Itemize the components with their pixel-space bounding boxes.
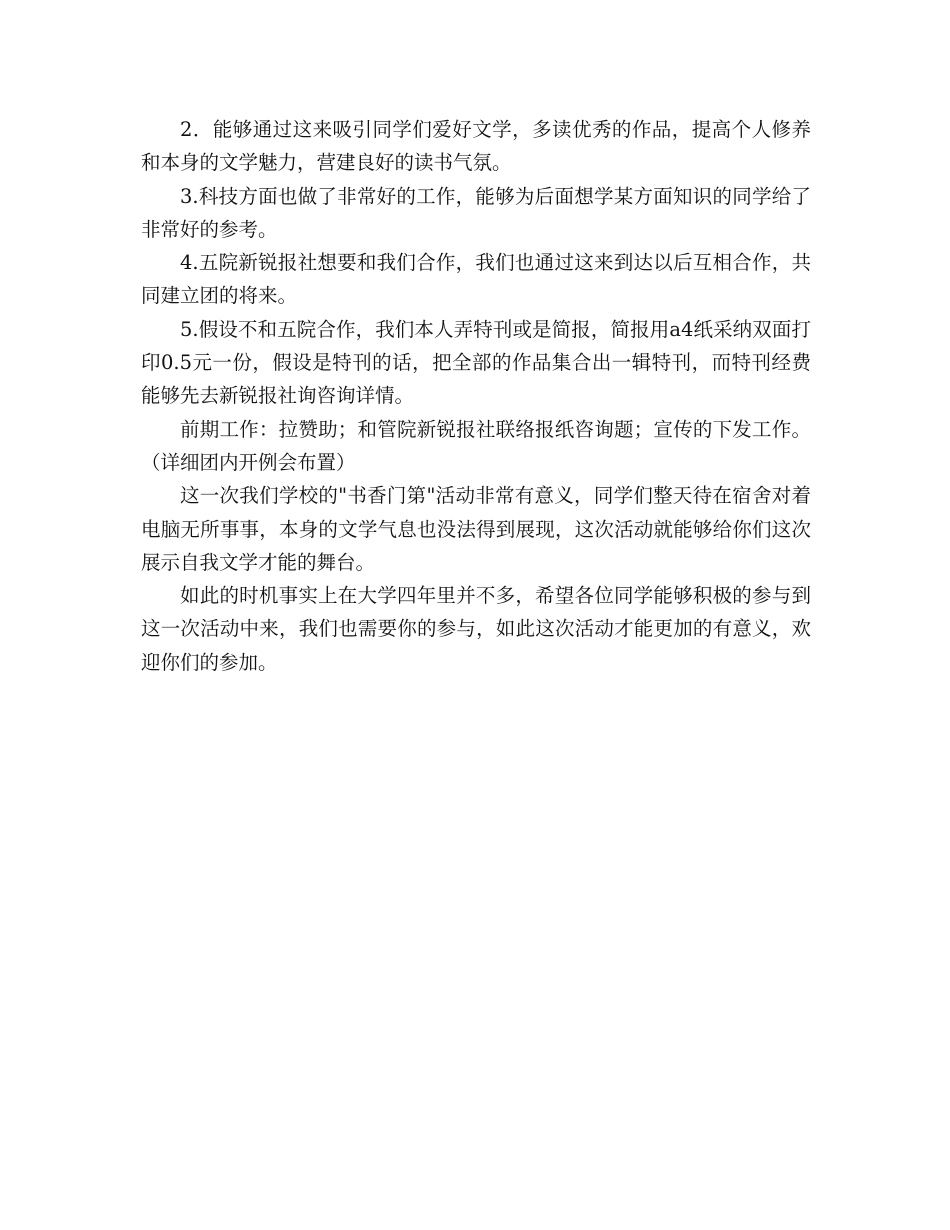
paragraph-point-5: 5.假设不和五院合作，我们本人弄特刊或是简报，简报用a4纸采纳双面打印0.5元一份，假设是特刊的话，把全部的作品集合出一辑特刊，而特刊经费能够先去新锐报社询咨询详情。: [141, 317, 811, 408]
document-body: [141, 113, 811, 679]
paragraph-point-2: 2．能够通过这来吸引同学们爱好文学，多读优秀的作品，提高个人修养和本身的文学魅力，营建良好的读书气氛。: [141, 118, 811, 175]
paragraph-preliminary-work: 前期工作：拉赞助；和管院新锐报社联络报纸咨询题；宣传的下发工作。（详细团内开例会布置）: [141, 417, 811, 474]
paragraph-point-3: 3.科技方面也做了非常好的工作，能够为后面想学某方面知识的同学给了非常好的参考。: [141, 184, 811, 241]
paragraph-closing-invitation: 如此的时机事实上在大学四年里并不多，希望各位同学能够积极的参与到这一次活动中来，我们也需要你的参与，如此这次活动才能更加的有意义，欢迎你们的参加。: [141, 584, 811, 674]
paragraph-activity-significance: 这一次我们学校的"书香门第"活动非常有意义，同学们整天待在宿舍对着电脑无所事事，本身的文学气息也没法得到展现，这次活动就能够给你们这次展示自我文学才能的舞台。: [141, 484, 811, 574]
paragraph-point-4: 4.五院新锐报社想要和我们合作，我们也通过这来到达以后互相合作，共同建立团的将来。: [141, 251, 811, 308]
